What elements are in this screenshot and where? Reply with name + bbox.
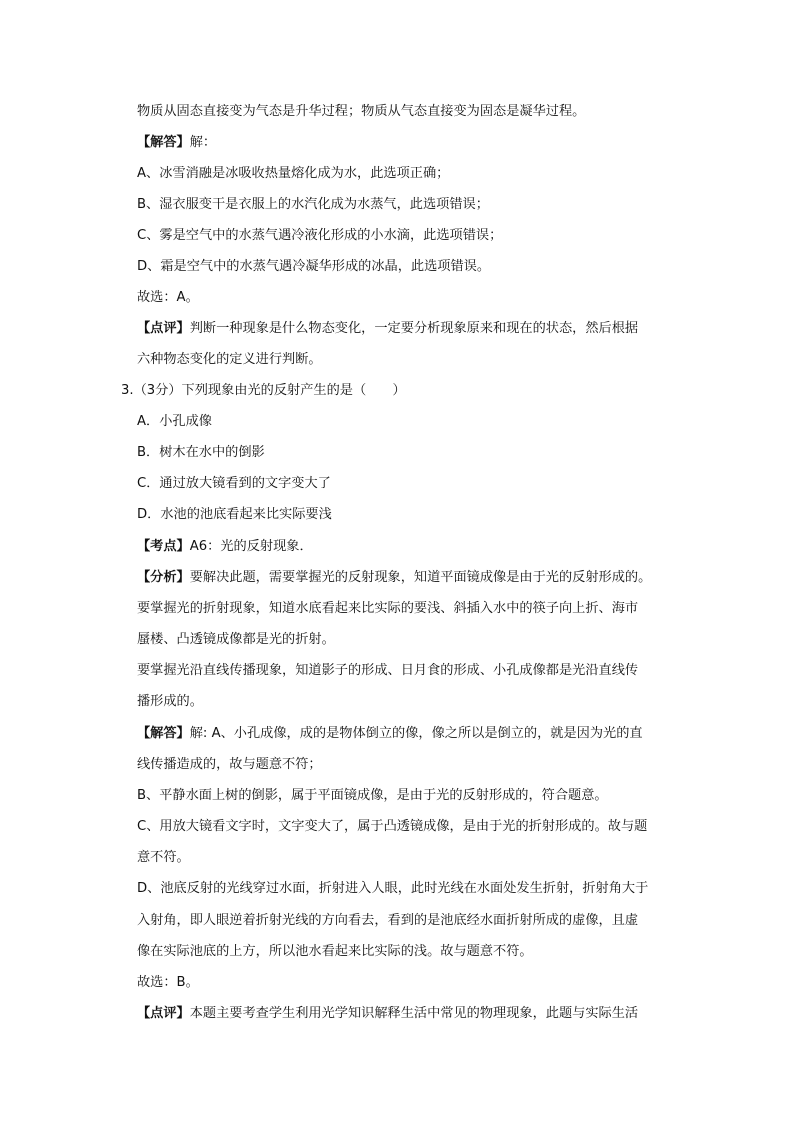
section-tag: 【考点】 <box>137 539 190 554</box>
text-line: 播形成的。 <box>137 694 203 709</box>
option-a: A．小孔成像 <box>137 414 212 429</box>
text-line: 【解答】解： <box>137 135 217 150</box>
section-tag: 【分析】 <box>137 570 190 585</box>
text-line: B、湿衣服变干是衣服上的水汽化成为水蒸气，此选项错误； <box>137 197 489 212</box>
text-line: 入射角，即人眼逆着折射光线的方向看去，看到的是池底经水面折射所成的虚像，且虚 <box>137 913 639 928</box>
text-line: 【点评】判断一种现象是什么物态变化，一定要分析现象原来和现在的状态，然后根据 <box>137 321 639 336</box>
text-line: C、雾是空气中的水蒸气遇冷液化形成的小水滴，此选项错误； <box>137 228 503 243</box>
text-line: 蜃楼、凸透镜成像都是光的折射。 <box>137 632 335 647</box>
text-line: A、冰雪消融是冰吸收热量熔化成为水，此选项正确； <box>137 166 450 181</box>
text-line: 【分析】要解决此题，需要掌握光的反射现象，知道平面镜成像是由于光的反射形成的。 <box>137 570 652 585</box>
question-title: 3.（3分）下列现象由光的反射产生的是（ ） <box>121 383 406 398</box>
text-line: 【考点】A6：光的反射现象． <box>137 539 313 554</box>
option-b: B．树木在水中的倒影 <box>137 445 265 460</box>
section-tag: 【解答】 <box>137 726 190 741</box>
text-line: 线传播造成的，故与题意不符； <box>137 757 322 772</box>
text-line: 要掌握光沿直线传播现象，知道影子的形成、日月食的形成、小孔成像都是光沿直线传 <box>137 663 639 678</box>
text-line: B、平静水面上树的倒影，属于平面镜成像，是由于光的反射形成的，符合题意。 <box>137 788 608 803</box>
text-line: 六种物态变化的定义进行判断。 <box>137 352 322 367</box>
text-line: C、用放大镜看文字时，文字变大了，属于凸透镜成像，是由于光的折射形成的。故与题 <box>137 819 648 834</box>
text-line: D、池底反射的光线穿过水面，折射进入人眼，此时光线在水面处发生折射，折射角大于 <box>137 881 649 896</box>
text-line: 像在实际池底的上方，所以池水看起来比实际的浅。故与题意不符。 <box>137 944 533 959</box>
text-line: 故选：A。 <box>137 290 199 305</box>
text-line: 物质从固态直接变为气态是升华过程；物质从气态直接变为固态是凝华过程。 <box>137 104 586 119</box>
text-line: 意不符。 <box>137 850 190 865</box>
section-tag: 【解答】 <box>137 135 190 150</box>
text-line: 【点评】本题主要考查学生利用光学知识解释生活中常见的物理现象，此题与实际生活 <box>137 1006 639 1021</box>
text-line: 【解答】解: A、小孔成像，成的是物体倒立的像，像之所以是倒立的，就是因为光的直 <box>137 726 643 741</box>
section-tag: 【点评】 <box>137 321 190 336</box>
option-c: C．通过放大镜看到的文字变大了 <box>137 476 331 491</box>
text-line: 故选：B。 <box>137 975 199 990</box>
text-line: D、霜是空气中的水蒸气遇冷凝华形成的冰晶，此选项错误。 <box>137 259 491 274</box>
option-d: D．水池的池底看起来比实际要浅 <box>137 507 332 522</box>
text-line: 要掌握光的折射现象，知道水底看起来比实际的要浅、斜插入水中的筷子向上折、海市 <box>137 601 639 616</box>
section-tag: 【点评】 <box>137 1006 190 1021</box>
